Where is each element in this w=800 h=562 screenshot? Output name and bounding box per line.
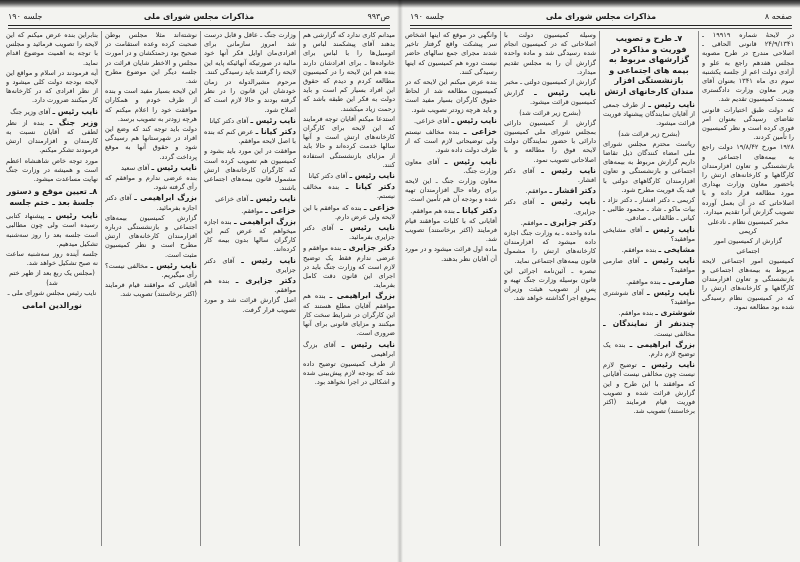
speech-text: بنده هم موافقم آقایان مطلع هستند که این کارگران در شرایط سخت کار میکنند و مزایای قانونی برای آنها ضروری است. — [303, 292, 395, 338]
speech-text: بنده مخالف نیستم. — [303, 183, 395, 201]
speaker-paragraph — [603, 319, 695, 338]
speech-text: آقای صارمی موافقید؟ — [603, 257, 695, 275]
speech-text: آقای دکتر کیانا — [308, 172, 350, 181]
speech-text: آقای دکتر کیانا — [209, 116, 251, 125]
speaker-paragraph — [504, 186, 596, 196]
speech-text: آقای دکتر جزایری بفرمائید. — [303, 224, 395, 242]
session-number: جلسه ۱۹۰ — [8, 12, 43, 21]
body-paragraph: میدانم کاری ندارد که گزارشی هم بدهند آقای پیشکمند لباس و اتومبیل‌ها را با لباس برای خانواده‌ها ـ برای افرادشان دارند بنده هم این لایحه را در کمیسیون مطالعه کردم و دیدم که حقوق این افراد بسیار کم است و باید دولت به فکر این طبقه باشد که زحمت زیاد میکشند. — [303, 31, 395, 113]
speech-text: آقای وزیر جنگ — [10, 107, 53, 116]
speaker-name: بزرگ ابراهیمی ـ — [329, 291, 395, 301]
speaker-paragraph — [6, 107, 98, 117]
text-column — [6, 31, 98, 546]
body-paragraph: اصل گزارش قرائت شد و مورد تصویب قرار گرفت. — [204, 296, 296, 314]
body-paragraph: آیه فرمودند در اسلام و مواقع این لایحه بودجه دولت کلی میشود و از نظر افرادی که در کارخانه‌ها کار میکنند ضرورت دارد. — [6, 68, 98, 105]
speech-text: آقای معاون وزارت جنگ. — [405, 157, 497, 175]
speaker-name: دکتر کیانا ـ — [345, 182, 395, 192]
text-column — [405, 31, 497, 546]
speaker-name: نایب رئیس ـ — [534, 88, 596, 98]
body-paragraph: نایب رئیس مجلس شورای ملی ـ — [7, 288, 97, 297]
speaker-name: دکتر جزایری ـ — [235, 276, 296, 286]
speaker-paragraph — [204, 194, 296, 204]
speech-text: توضیح لازم نیست چون مخالفی نیست آقایانی که موافقند با این طرح و این گزارش قرائت شده و تصویب فوریت قیام فرمایند (اکثر برخاستند) تصویب شد. — [603, 361, 695, 416]
column-divider — [200, 31, 201, 546]
body-paragraph: مخبر کمیسیون نظام ـ نادعلی کریمی — [707, 218, 789, 236]
section-heading: نورالدین امامی — [22, 301, 82, 311]
body-paragraph: ماده واحده ـ به وزارت جنگ اجازه داده میشود که افزارمندان کارخانه‌های ارتش را مشمول قانون بیمه‌های اجتماعی نماید. — [504, 229, 596, 265]
speaker-name: دکتر جزایری ـ — [544, 217, 596, 227]
speaker-name: خزاعی ـ — [363, 202, 395, 212]
speech-text: بنده مخالف نیستم ولی توضیحاتی لازم است که از طرف دولت داده شود. — [405, 128, 497, 155]
left-page — [0, 0, 398, 562]
speaker-paragraph — [303, 243, 395, 290]
speaker-paragraph — [504, 166, 596, 185]
speaker-name: نایب رئیس ـ — [349, 171, 395, 181]
body-paragraph: بنابراین بنده عرض میکنم که این لایحه را تصویب فرمائید و مجلس با توجه به اهمیت موضوع اقدام نماید. — [6, 31, 98, 67]
speaker-name: مشایخی ـ — [658, 245, 695, 255]
body-paragraph: بنده عرضی ندارم و موافقم که رأی گرفته شود. — [105, 174, 197, 192]
speech-text: آقای مشایخی موافقید؟ — [603, 225, 695, 243]
speaker-paragraph — [204, 116, 296, 126]
speaker-name: نایب رئیس ـ — [52, 106, 98, 116]
section-heading: ۸ـ تعیین موقع و دستور جلسهٔ بعد ـ ختم جلسه — [6, 187, 98, 207]
speech-text: عرض کنم که بنده با اصل لایحه موافقم. — [204, 128, 296, 146]
body-paragraph: بنده عرض میکنم این لایحه که در کمیسیون مطالعه شد از لحاظ حقوق کارگران بسیار مفید است و باید هرچه زودتر تصویب شود. — [405, 78, 497, 114]
speaker-name: بزرگ ابراهیمی ـ — [233, 216, 296, 226]
speaker-paragraph — [204, 217, 296, 255]
body-paragraph: ۱۹۲۸ مورخ ۱۹/۸/۴۲ دولت راجع به بیمه‌های اجتماعی و بازنشستگی و تعاون افزارمندان کارگاهها و کارخانه‌های ارتش را باحضور معاون وزارت بهداری مورد مطالعه قرار داده و با اصلاحاتی که در آن بعمل آورده تصویب گزارش آنرا تقدیم میدارد. — [702, 143, 794, 216]
running-title: مذاکرات مجلس شورای ملی — [545, 12, 657, 21]
speaker-name: بزرگ ابراهیمی ـ — [629, 339, 695, 349]
speaker-name: نایب رئیس ـ — [451, 115, 497, 125]
speaker-name: خزاعی ـ — [265, 205, 296, 215]
page-header — [8, 12, 390, 24]
text-column — [105, 31, 197, 546]
speaker-name: نایب رئیس ـ — [541, 165, 596, 175]
speaker-name: نایب رئیس ـ — [541, 197, 596, 207]
column-divider — [101, 31, 102, 546]
body-paragraph: ریاست محترم مجلس شورای ملی امضاء کنندگان ذیل تقاضا داریم گزارش مربوط به بیمه‌های اجتماعی و بازنشستگی و تعاون افزارمندان کارگاههای دولتی با قید یک فوریت مطرح شود. — [603, 139, 695, 194]
column-divider — [698, 31, 699, 546]
speech-text: موافقم. — [525, 187, 550, 196]
body-paragraph: گزارش کمیسیون بیمه‌های اجتماعی و بازنشستگی درباره افزارمندان کارخانه‌های ارتش مطرح است و نظر کمیسیون مثبت است. — [105, 213, 197, 259]
speaker-paragraph — [405, 157, 497, 176]
speaker-paragraph — [303, 291, 395, 338]
speaker-name: نایب رئیس ـ — [644, 256, 695, 266]
speaker-name: نایب رئیس ـ — [48, 211, 98, 221]
body-paragraph: مورد توجه خاص شاهنشاه اعظم است و همیشه در وزارت جنگ نهایت مساعدت میشود. — [6, 156, 98, 184]
speaker-name: نایب رئیس ـ — [341, 339, 395, 349]
speaker-paragraph — [603, 277, 695, 287]
body-paragraph: دولت باید توجه کند که وضع این افراد در شهرستانها هم رسیدگی شود و حقوق آنها به موقع پرداخت گردد. — [105, 125, 197, 161]
header-rule — [410, 25, 792, 29]
speech-text: پیشنهاد کتابی رسیده است ولی چون مطالبی است جلسه بعد را روز سه‌شنبه تشکیل میدهیم. — [6, 212, 98, 248]
body-paragraph: ماده اول قرائت میشود و در مورد آن آقایان نظر بدهند. — [405, 245, 497, 263]
text-column — [603, 31, 695, 546]
body-paragraph: مرحوم مشیرالدوله در زمان خودشان این قانون را در نظر گرفته بودند و حالا لازم است که اصلاح شود. — [204, 78, 296, 114]
speaker-name: نایب رئیس ـ — [648, 100, 695, 109]
speaker-name: نایب رئیس ـ — [645, 224, 695, 234]
speaker-paragraph — [405, 206, 497, 216]
speaker-name: دکتر افشار ـ — [549, 186, 596, 196]
speaker-paragraph — [603, 288, 695, 307]
body-paragraph: گزارش از کمیسیون دولتی ـ مخبر — [504, 78, 596, 87]
body-paragraph: آقایانی که با کلیات موافقند قیام فرمایند (اکثر برخاستند) تصویب شد. — [405, 216, 497, 244]
speech-text: آقای دکتر جزایری — [204, 256, 296, 274]
body-paragraph: تبصره ـ آئین‌نامه اجرائی این قانون بوسیله وزارت جنگ تهیه و پس از تصویب هیئت وزیران بموقع اجرا گذاشته خواهد شد. — [504, 266, 596, 303]
speaker-name: چندنفر از نمایندگان ـ — [603, 319, 695, 329]
speech-text: آقای خزاعی — [215, 195, 251, 204]
speech-text: بنده هم موافقم. — [204, 277, 296, 295]
speaker-paragraph — [603, 225, 695, 244]
speech-text: بنده از نظر لطفی که آقایان نسبت به کارمندان و افزارمندان ارتش فرمودند تشکر میکنم. — [6, 118, 98, 155]
speech-text: آقای بزرگ ابراهیمی — [303, 340, 395, 358]
page-number: صفحه ۸ — [764, 12, 792, 21]
body-paragraph: در لایحهٔ شماره ۱۹۹۱۹ ـ ۲۴/۹/۱۳۴۱ قانونی الحاقی ـ اصلاحی مندرج در طرح مصوبه مجلس هفدهم راجع به علو و آزادی دولت اعم از جلسه یکشنبه سوم دی ماه ۱۳۴۱ بعنوان آقای وزیر معاون وزارت دادگستری بسمت کمیسیون تقدیم شد. — [702, 31, 794, 104]
speech-text: بنده اجازه میخواهم که عرض کنم این کارگران سالها بدون بیمه کار کرده‌اند. — [204, 217, 296, 254]
body-paragraph: موافقت در این مورد باید بشود و کمیسیون هم تصویب کرده است که کارگران کارخانه‌های ارتش مشمول قانون بیمه‌های اجتماعی باشند. — [204, 147, 296, 193]
body-paragraph: استدعا میکنم آقایان توجه فرمایند که این لایحه برای کارگران کارخانه‌های ارتش است و آنها سالها خدمت کرده‌اند و حالا باید از مزایای بازنشستگی استفاده کنند. — [303, 114, 395, 169]
body-paragraph: وزارت جنگ ـ عاقل و قابل درست شد امروز سازمانی برای افرادی‌مان اوایل فکر آنها خود مالیه در صورتیکه آنهائیکه پایه این لایحه را گرفتند باید رسیدگی کنند. — [204, 31, 296, 76]
speaker-name: دکتر کیانا ـ — [456, 205, 497, 215]
speaker-paragraph — [405, 116, 497, 126]
text-column — [702, 31, 794, 546]
speaker-name: نایب رئیس ـ — [250, 194, 296, 204]
speaker-paragraph — [6, 118, 98, 156]
speech-text: بنده یک توضیح لازم دارم. — [603, 340, 695, 359]
column-divider — [599, 31, 600, 546]
body-paragraph: گزارش از کمیسیون امور اجتماعی — [713, 237, 783, 255]
body-paragraph: (مجلس یک ربع بعد از ظهر ختم شد) — [9, 269, 95, 287]
speaker-paragraph — [105, 163, 197, 173]
body-paragraph: کمیسیون امور اجتماعی لایحه مربوط به بیمه‌های اجتماعی و بازنشستگی و تعاون افزارمندان کارگاهها و کارخانه‌های ارتش را که در کمیسیون نظام رسیدگی شده بود مطالعه نمود. — [702, 256, 794, 311]
speaker-paragraph — [603, 308, 695, 318]
column-divider — [500, 31, 501, 546]
right-page — [402, 0, 800, 562]
body-paragraph: نوشته‌اند مثلا مجلس بوطن صحبت کرده وعده استقامت در صحیح بود زحمتکشان و در امورت مجلس و الاخطر شایان قرائت در جلسه دیگر این موضوع مطرح شد. — [105, 31, 197, 86]
body-paragraph: معاون وزارت جنگ ـ این لایحه برای رفاه حال افزارمندان تهیه شده و بودجه آن هم تأمین است. — [405, 177, 497, 204]
body-paragraph: این لایحه بسیار مفید است و بنده از طرف خودم و همکاران موافقت خود را اعلام میکنم که هرچه زودتر به تصویب برسد. — [105, 87, 197, 123]
text-column — [204, 31, 296, 546]
speech-text: بنده که موافقم با این لایحه ولی عرض دارم. — [303, 203, 395, 221]
speech-text: آقای دکتر اجازه بفرمائید. — [105, 194, 197, 212]
running-title: مذاکرات مجلس شورای ملی — [143, 12, 255, 21]
speaker-paragraph — [405, 127, 497, 156]
speaker-paragraph — [603, 245, 695, 255]
speaker-paragraph — [204, 256, 296, 275]
speech-text: موافقم. — [241, 206, 266, 215]
page-header — [410, 12, 792, 24]
speech-text: بنده موافقم. — [621, 246, 659, 255]
body-paragraph: گزارش از کمیسیون دارائی بمجلس شورای ملی کمیسیون دارائی با حضور نمایندگان دولت لایحه فوق را مطالعه و با اصلاحاتی تصویب نمود. — [504, 118, 596, 164]
section-heading: ۷ـ طرح و تصویب فوریت و مذاکره در گزارشهای مربوط به بیمه های اجتماعی و بازنشستگی افزار مندان کارخانهای ارتش — [604, 34, 694, 96]
speaker-name: صارمی ـ — [662, 276, 695, 286]
speaker-paragraph — [105, 193, 197, 212]
speaker-paragraph — [303, 182, 395, 201]
body-paragraph: کریمی ـ دکتر افشار ـ دکتر نژاد ـ بیات ماکو ـ شاد ـ محمود طالبی ـ کیانی ـ طالقانی ـ صادقی. — [603, 196, 695, 223]
speech-text: آقای دکتر افشار. — [504, 166, 596, 185]
speaker-paragraph — [303, 171, 395, 181]
speech-text: بنده هم موافقم. — [410, 206, 457, 215]
text-column — [504, 31, 596, 546]
speech-text: آقای شوشتری موافقید؟ — [603, 288, 695, 307]
speaker-paragraph — [6, 211, 98, 249]
speech-text: آقای سعید — [120, 163, 152, 172]
body-paragraph: از طرف کمیسیون توضیح داده شد که بودجه لازم پیش‌بینی شده و اشکالی در اجرا نخواهد بود. — [303, 359, 395, 387]
speaker-paragraph — [603, 360, 695, 416]
speaker-name: خزاعی ـ — [463, 127, 497, 137]
speech-text: مخالفی نیست؟ رأی میگیریم. — [105, 261, 197, 280]
body-paragraph: (بشرح زیر قرائت شد) — [519, 108, 581, 117]
speaker-paragraph — [504, 218, 596, 228]
speaker-paragraph — [204, 276, 296, 295]
speaker-name: نایب رئیس ـ — [150, 260, 197, 270]
speaker-name: نایب رئیس ـ — [647, 287, 695, 297]
speech-text: مخالفی نیست. — [653, 329, 695, 338]
speaker-paragraph — [303, 223, 395, 242]
page-number: ص۹۹۳ — [367, 12, 390, 21]
speaker-name: نایب رئیس ـ — [340, 223, 395, 233]
speaker-paragraph — [303, 203, 395, 222]
speaker-name: بزرگ ابراهیمی ـ — [134, 193, 197, 203]
speaker-paragraph — [303, 340, 395, 359]
speaker-name: وزیر جنگ ـ — [49, 117, 98, 127]
body-paragraph: که دولت طبق اختیارات قانونی تقاضای رسیدگی بعنوان امر فوری کرده است و نظر کمیسیون را تأمین کردند. — [702, 105, 794, 142]
body-paragraph: وانگهی در موقع که اینها اشخاص سر پیشکت واقع گرفتار تاخیر شدند مجرای جمع سالهای حاضر نیست دوره هم کمیسیون که اینها رسیدگی کنند. — [405, 31, 497, 76]
text-column — [303, 31, 395, 546]
speech-text: بنده موافقم. — [618, 309, 656, 318]
column-divider — [299, 31, 300, 546]
speaker-paragraph — [603, 256, 695, 275]
speech-text: آقای خزاعی. — [414, 116, 452, 125]
speech-text: بنده موافقم. — [626, 277, 663, 286]
speaker-name: نایب رئیس ـ — [444, 156, 497, 166]
speaker-paragraph — [603, 100, 695, 129]
speaker-paragraph — [603, 340, 695, 359]
speaker-name: دکتر کیانا ـ — [255, 127, 296, 137]
speech-text: گزارش کمیسیون قرائت میشود. — [504, 89, 596, 107]
speaker-name: نایب رئیس ـ — [241, 255, 296, 265]
speaker-paragraph — [204, 206, 296, 216]
body-paragraph: آقایانی که موافقند قیام فرمایند (اکثر برخاستند) تصویب شد. — [105, 281, 197, 299]
speaker-name: نایب رئیس ـ — [642, 360, 695, 370]
speech-text: از طرف جمعی از آقایان نمایندگان پیشنهاد فوریت قرائت میشود. — [603, 101, 695, 128]
speaker-name: نایب رئیس ـ — [151, 162, 197, 172]
speech-text: بنده موافقم و عرضی ندارم فقط یک توضیح لازم است که وزارت جنگ باید در اجرای این قانون دقت کامل بفرماید. — [303, 244, 395, 290]
speaker-paragraph — [504, 88, 596, 107]
speaker-name: نایب رئیس ـ — [250, 115, 296, 125]
speaker-name: شوشتری ـ — [655, 308, 695, 318]
header-rule — [8, 25, 390, 29]
speaker-paragraph — [105, 261, 197, 280]
body-paragraph: جلسه آینده روز سه‌شنبه ساعت نه صبح تشکیل خواهد شد. — [6, 250, 98, 268]
speaker-paragraph — [204, 127, 296, 146]
speech-text: موافقم. — [520, 218, 545, 227]
speech-text: آقای دکتر جزایری. — [504, 198, 596, 216]
body-paragraph: وسیله کمیسیون دولت با اصلاحاتی که در کمیسیون انجام شده رسیدگی شد و ماده واحده گزارش آن را به مجلس تقدیم میدارد. — [504, 31, 596, 76]
body-paragraph: (بشرح زیر قرائت شد) — [618, 129, 680, 138]
speaker-name: دکتر جزایری ـ — [343, 243, 395, 253]
speaker-paragraph — [504, 197, 596, 216]
session-number: جلسه ۱۹۰ — [410, 12, 445, 21]
